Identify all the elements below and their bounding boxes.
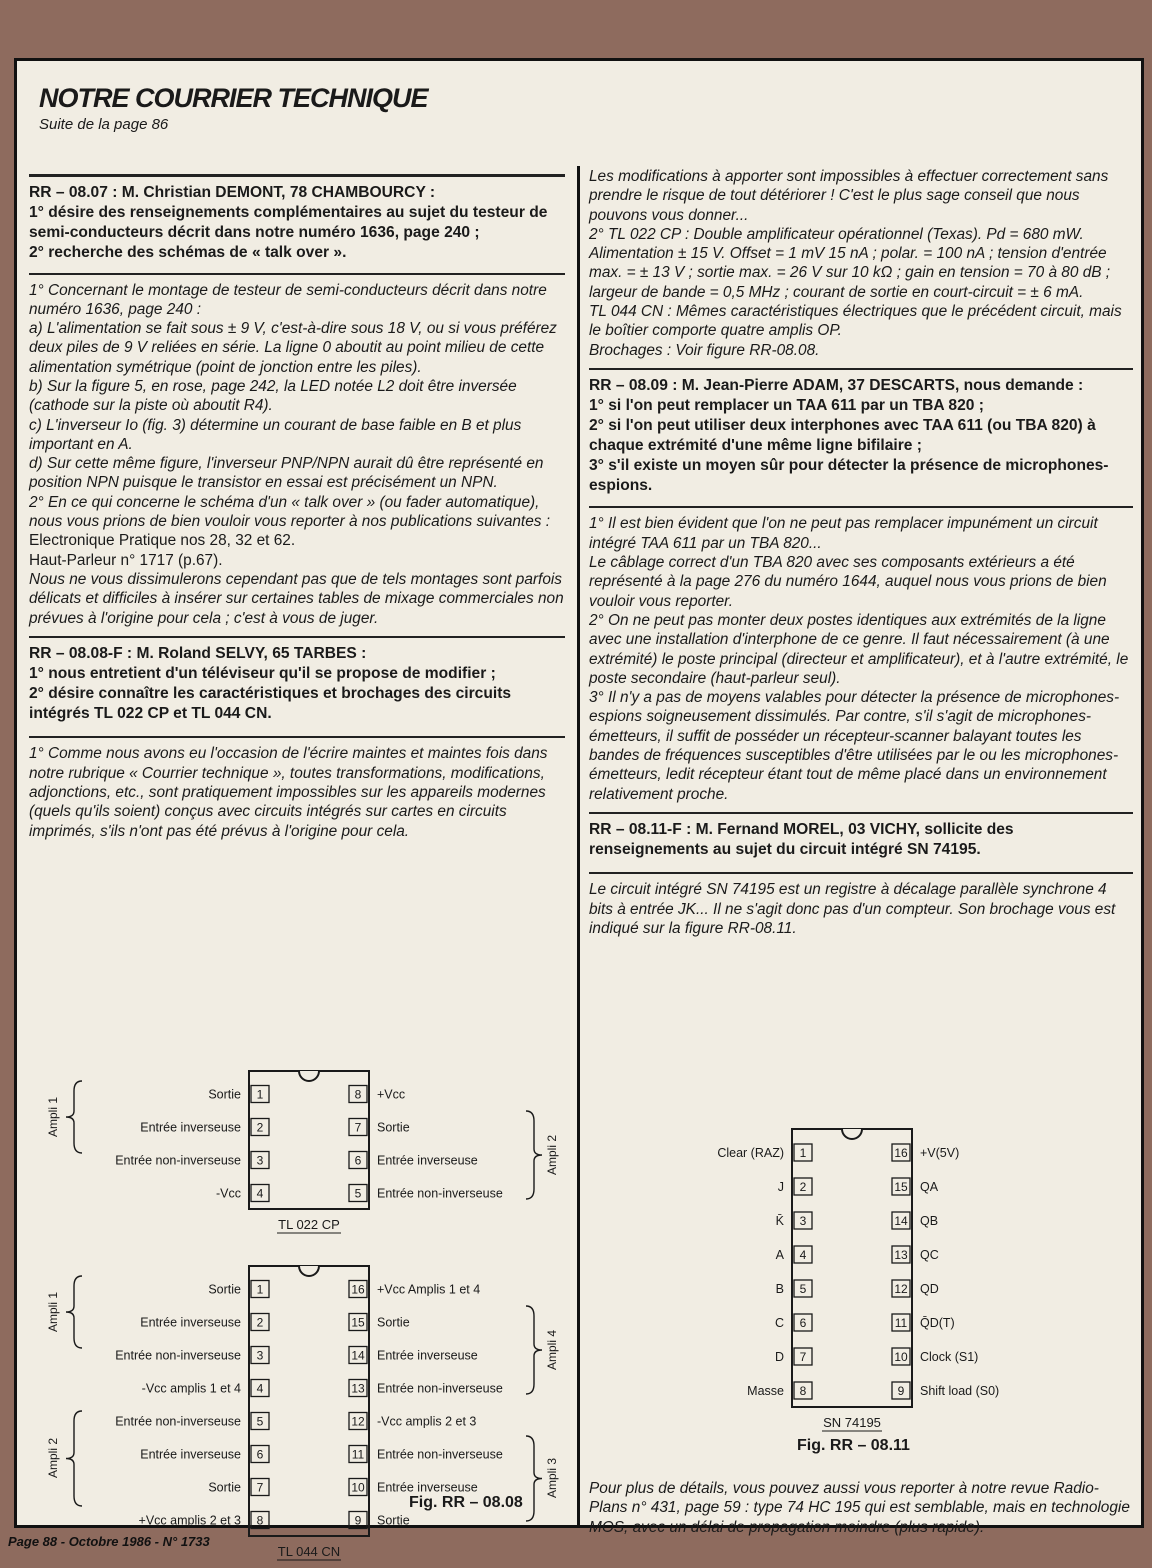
pin-number: 14 (894, 1214, 908, 1228)
answer-paragraph: 3° Il n'y a pas de moyens valables pour détecter la présence de microphones-espions soigneusement dissimulés. Par contre, s'il s'agit de microphones-émetteurs, il suffit de posséder un récepteur-scanner balayant toutes les bandes de fréquences susceptibles d'être utilisées par le ou les microphones-émetteurs, ledit récepteur étant tout de même placé dans un environnement relativement proche. (589, 689, 1120, 803)
chip-notch (299, 1071, 319, 1081)
answer-paragraph: 2° En ce qui concerne le schéma d'un « talk over » (ou fader automatique), nous vous prions de bien vouloir vous reporter à nos publications suivantes : (29, 493, 551, 531)
pin-number: 16 (351, 1282, 365, 1297)
question-08-09-line: 3° s'il existe un moyen sûr pour détecter la présence de microphones-espions. (589, 457, 1109, 495)
pin-number: 2 (256, 1315, 264, 1330)
pin-label: QA (920, 1180, 939, 1194)
ampli-brace (526, 1306, 542, 1394)
pin-label: QC (920, 1248, 939, 1262)
section-header (39, 83, 428, 133)
rule (29, 636, 565, 639)
pin-number: 2 (799, 1180, 807, 1194)
pin-label: Entrée inverseuse (140, 1315, 241, 1330)
pin-label: QB (920, 1214, 939, 1228)
answer-paragraph: d) Sur cette même figure, l'inverseur PNP/NPN aurait dû être représenté en position NPN puisque le transistor en essai est précisément un NPN. (29, 455, 544, 492)
page-title: NOTRE COURRIER TECHNIQUE (39, 83, 428, 113)
pin-label: -Vcc amplis 1 et 4 (141, 1381, 241, 1396)
ampli-brace (66, 1276, 82, 1348)
column-divider (577, 166, 580, 1526)
pin-label: +Vcc Amplis 1 et 4 (377, 1282, 481, 1297)
rule (589, 812, 1133, 815)
rule (29, 174, 565, 177)
page-footer: Page 88 - Octobre 1986 - N° 1733 (8, 1534, 210, 1549)
rule (589, 506, 1133, 508)
pin-label: Entrée inverseuse (377, 1348, 478, 1363)
pin-number: 6 (256, 1447, 264, 1462)
question-08-07-title: RR – 08.07 : M. Christian DEMONT, 78 CHAMBOURCY : (29, 183, 436, 201)
rule (29, 273, 565, 275)
answer-paragraph: b) Sur la figure 5, en rose, page 242, la LED notée L2 doit être inversée (cathode sur la piste où aboutit R4). (29, 377, 517, 415)
figure-caption-08-11: Fig. RR – 08.11 (797, 1437, 910, 1454)
pin-number: 1 (256, 1087, 264, 1102)
pin-number: 1 (256, 1282, 264, 1297)
pin-label: Masse (747, 1384, 784, 1398)
pin-number: 11 (351, 1447, 365, 1462)
answer-paragraph: Brochages : Voir figure RR-08.08. (589, 341, 820, 359)
page-subtitle: Suite de la page 86 (39, 116, 169, 133)
pin-number: 8 (256, 1513, 264, 1528)
pin-number: 4 (799, 1248, 807, 1262)
answer-paragraph: 1° Il est bien évident que l'on ne peut pas remplacer impunément un circuit intégré TAA 611 par un TBA 820... (589, 515, 1098, 552)
pin-label: -Vcc amplis 2 et 3 (377, 1414, 477, 1429)
pin-number: 6 (799, 1316, 807, 1330)
figure-rr-08-11 (717, 1071, 1017, 1431)
question-08-07-line: 1° désire des renseignements complémentaires au sujet du testeur de semi-conducteurs décrit dans notre numéro 1636, page 240 ; (29, 203, 548, 241)
pin-label: Entrée inverseuse (377, 1153, 478, 1168)
answer-paragraph: Nous ne vous dissimulerons cependant pas que de tels montages sont parfois délicats et difficiles à insérer sur certaines tables de mixage commerciales non prévues à l'origine pour cela ; c'est à vous de juger. (29, 570, 564, 627)
ampli-brace (526, 1111, 542, 1199)
pin-label: J (777, 1180, 784, 1194)
pin-number: 6 (354, 1153, 362, 1168)
pin-number: 5 (354, 1186, 362, 1201)
pin-number: 3 (256, 1153, 264, 1168)
figure-caption-08-08: Fig. RR – 08.08 (409, 1494, 523, 1511)
chip-body (249, 1071, 369, 1209)
pin-label: Entrée inverseuse (140, 1120, 241, 1135)
answer-paragraph: 1° Comme nous avons eu l'occasion de l'écrire maintes et maintes fois dans notre rubrique « Courrier technique », toutes transformations, modifications, adjonctions, etc., sont pratiquement impossibles sur les appareils modernes (quels qu'ils soient) conçus avec circuits intégrés sur cartes en circuits imprimés, s'ils n'ont pas été prévus à l'origine pour cela. (29, 745, 548, 840)
chip-notch (842, 1129, 862, 1139)
pin-label: Entrée non-inverseuse (377, 1447, 503, 1462)
pin-number: 12 (351, 1414, 365, 1429)
pin-label: Clock (S1) (920, 1350, 979, 1364)
pin-number: 1 (799, 1146, 807, 1160)
pin-label: QD (920, 1282, 939, 1296)
final-paragraph-block (589, 1439, 1133, 1537)
pin-label: Entrée non-inverseuse (115, 1414, 241, 1429)
pin-number: 7 (354, 1120, 362, 1135)
pin-label: Sortie (377, 1120, 410, 1135)
pin-label: Entrée non-inverseuse (115, 1348, 241, 1363)
answer-paragraph: 2° On ne peut pas monter deux postes identiques aux extrémités de la ligne avec une installation d'interphone de ce genre. Il faut nécessairement (à une extrémité) le poste principal (directeur et amplificateur), et à l'autre extrémité, le poste secondaire (haut-parleur seul). (589, 611, 1129, 687)
pin-number: 9 (354, 1513, 362, 1528)
pin-label: K̄ (775, 1214, 784, 1228)
answer-paragraph: Pour plus de détails, vous pouvez aussi vous reporter à notre revue Radio-Plans n° 431, page 59 : type 74 HC 195 qui est semblable, mais en technologie MOS, avec un délai de propagation moindre (plus rapide). (589, 1480, 1130, 1536)
ampli-label: Ampli 2 (46, 1437, 60, 1479)
ampli-label: Ampli 1 (46, 1291, 60, 1333)
pin-label: B (775, 1282, 784, 1296)
pin-number: 10 (351, 1480, 365, 1495)
pin-number: 16 (894, 1146, 908, 1160)
rule (589, 368, 1133, 371)
reference-line: Haut-Parleur n° 1717 (p.67). (29, 551, 223, 569)
pin-number: 4 (256, 1381, 264, 1396)
answer-paragraph: Le câblage correct d'un TBA 820 avec ses composants extérieurs a été représenté à la page 276 du numéro 1644, auquel nous vous prions de bien vouloir vous reporter. (589, 554, 1107, 610)
pin-number: 15 (894, 1180, 908, 1194)
pin-label: -Vcc (216, 1186, 241, 1201)
question-08-08-line: 2° désire connaître les caractéristiques et brochages des circuits intégrés TL 022 CP et TL 044 CN. (29, 685, 512, 723)
question-08-07-line: 2° recherche des schémas de « talk over ». (29, 243, 347, 261)
answer-paragraph: Le circuit intégré SN 74195 est un registre à décalage parallèle synchrone 4 bits à entrée JK... Il ne s'agit donc pas d'un compteur. Son brochage vous est indiqué sur la figure RR-08.11. (589, 881, 1116, 938)
pin-number: 2 (256, 1120, 264, 1135)
pin-number: 5 (256, 1414, 264, 1429)
ampli-label: Ampli 2 (545, 1134, 559, 1176)
reference-line: Electronique Pratique nos 28, 32 et 62. (29, 532, 296, 550)
pin-label: +V(5V) (920, 1146, 960, 1160)
pin-label: Sortie (377, 1513, 410, 1528)
answer-paragraph: a) L'alimentation se fait sous ± 9 V, c'est-à-dire sous 18 V, ou si vous préférez deux piles de 9 V reliées en série. La ligne 0 aboutit au point milieu de cette alimentation symétrique (point de jonction entre les piles). (29, 320, 557, 376)
answer-paragraph: Les modifications à apporter sont impossibles à effectuer correctement sans prendre le risque de tout détériorer ! C'est le plus sage conseil que nous pouvons vous donner... (589, 168, 1109, 224)
answer-paragraph: TL 044 CN : Mêmes caractéristiques électriques que le précédent circuit, mais le boîtier comporte quatre amplis OP. (589, 303, 1122, 340)
pin-label: Shift load (S0) (920, 1384, 1000, 1398)
chip-label: TL 022 CP (278, 1217, 340, 1232)
pin-number: 12 (894, 1282, 908, 1296)
pin-label: Sortie (377, 1315, 410, 1330)
answer-paragraph: 2° TL 022 CP : Double amplificateur opérationnel (Texas). Pd = 680 mW. Alimentation ± 15 V. Offset = 1 mV 15 nA ; polar. = 100 nA ; tension d'entrée max. = ± 13 V ; sortie max. = 26 V sur 10 kΩ ; gain en tension = 70 à 80 dB ; largeur de bande = 0,5 MHz ; courant de sortie en court-circuit = ± 6 mA. (589, 225, 1111, 301)
pin-number: 14 (351, 1348, 365, 1363)
pin-label: Entrée inverseuse (140, 1447, 241, 1462)
pin-label: Sortie (208, 1087, 241, 1102)
ampli-label: Ampli 4 (545, 1329, 559, 1371)
pin-number: 13 (894, 1248, 908, 1262)
pin-number: 4 (256, 1186, 264, 1201)
pin-number: 11 (894, 1316, 908, 1330)
pin-number: 8 (354, 1087, 362, 1102)
answer-paragraph: c) L'inverseur Io (fig. 3) détermine un courant de base faible en B et plus important en A. (29, 416, 522, 453)
pin-label: C (774, 1316, 784, 1330)
pin-label: Entrée non-inverseuse (377, 1186, 503, 1201)
pin-number: 3 (799, 1214, 807, 1228)
pin-label: Clear (RAZ) (717, 1146, 784, 1160)
pin-label: +Vcc amplis 2 et 3 (138, 1513, 241, 1528)
pin-label: +Vcc (377, 1087, 406, 1102)
pin-label: Q̄D(T) (920, 1316, 955, 1330)
chip-label: TL 044 CN (277, 1544, 341, 1559)
pin-label: Entrée inverseuse (377, 1480, 478, 1495)
ampli-label: Ampli 3 (545, 1457, 559, 1499)
pin-number: 5 (799, 1282, 807, 1296)
pin-number: 7 (799, 1350, 807, 1364)
pin-number: 9 (897, 1384, 905, 1398)
pin-number: 13 (351, 1381, 365, 1396)
pin-label: A (775, 1248, 784, 1262)
question-08-09-title: RR – 08.09 : M. Jean-Pierre ADAM, 37 DESCARTS, nous demande : (589, 377, 1084, 395)
question-08-08-line: 1° nous entretient d'un téléviseur qu'il se propose de modifier ; (29, 665, 496, 683)
pin-number: 8 (799, 1384, 807, 1398)
pin-label: Sortie (208, 1480, 241, 1495)
question-08-08-title: RR – 08.08-F : M. Roland SELVY, 65 TARBES : (29, 645, 367, 663)
ampli-label: Ampli 1 (46, 1096, 60, 1138)
right-column (589, 167, 1133, 938)
answer-paragraph: 1° Concernant le montage de testeur de semi-conducteurs décrit dans notre numéro 1636, page 240 : (29, 281, 547, 318)
question-08-09-line: 2° si l'on peut utiliser deux interphones avec TAA 611 (ou TBA 820) à chaque extrémité d'une même ligne bifilaire ; (589, 417, 1096, 455)
ampli-brace (66, 1081, 82, 1153)
chip-notch (299, 1266, 319, 1276)
pin-number: 15 (351, 1315, 365, 1330)
pin-number: 7 (256, 1480, 264, 1495)
rule (589, 872, 1133, 874)
pin-label: D (774, 1350, 784, 1364)
pin-number: 3 (256, 1348, 264, 1363)
ampli-brace (66, 1411, 82, 1506)
pin-label: Entrée non-inverseuse (377, 1381, 503, 1396)
ampli-brace (526, 1436, 542, 1521)
left-column (29, 169, 565, 841)
question-08-11-title: RR – 08.11-F : M. Fernand MOREL, 03 VICHY, sollicite des renseignements au sujet du circuit intégré SN 74195. (589, 821, 1014, 859)
rule (29, 736, 565, 738)
pin-label: Entrée non-inverseuse (115, 1153, 241, 1168)
pin-number: 10 (894, 1350, 908, 1364)
chip-label: SN 74195 (823, 1415, 881, 1430)
question-08-09-line: 1° si l'on peut remplacer un TAA 611 par un TBA 820 ; (589, 397, 984, 415)
pin-label: Sortie (208, 1282, 241, 1297)
